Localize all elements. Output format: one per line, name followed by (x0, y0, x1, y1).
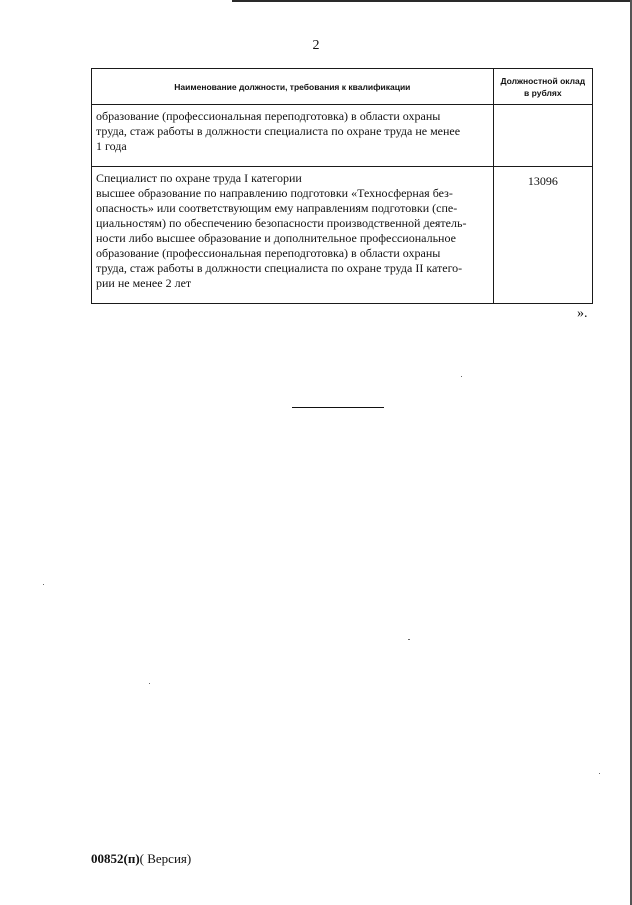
table-header-row (92, 69, 593, 105)
table-row (92, 105, 593, 167)
scan-speck (149, 683, 150, 684)
salary-cell: 13096 (493, 167, 592, 304)
header-position-name: Наименование должности, требования к квалификации (92, 69, 494, 105)
scan-speck (599, 773, 600, 774)
scan-speck (408, 639, 410, 640)
table-row (92, 167, 593, 304)
header-salary: Должностной оклад в рублях (493, 69, 592, 105)
scan-edge-top (232, 0, 632, 2)
separator-line (292, 407, 384, 408)
document-code (91, 851, 191, 867)
closing-quote: ». (577, 306, 588, 321)
document-code-suffix: ( Версия) (139, 851, 192, 866)
scan-speck (43, 584, 44, 585)
qualification-table (91, 68, 593, 304)
position-description-cell (92, 167, 494, 304)
page-number: 2 (312, 38, 320, 53)
scan-speck (461, 376, 462, 377)
position-description-text: Специалист по охране труда I категории высшее образование по направлению подготовки «Техносферная без- опасность» или соответствующим ему направлениям подготовки (спе- циальностям) по обеспечению безопасности производственной деятель- ности либо высшее образование и дополнительное профессиональное образование (профессиональная переподготовка) в области охраны труда, стаж работы в должности специалиста по охране труда II катего- рии не менее 2 лет (96, 171, 467, 290)
position-description-cell (92, 105, 494, 167)
document-code-number: 00852(п) (91, 851, 140, 866)
position-description-text: образование (профессиональная переподготовка) в области охраны труда, стаж работы в должности специалиста по охране труда не менее 1 года (96, 109, 461, 153)
salary-cell (493, 105, 592, 167)
